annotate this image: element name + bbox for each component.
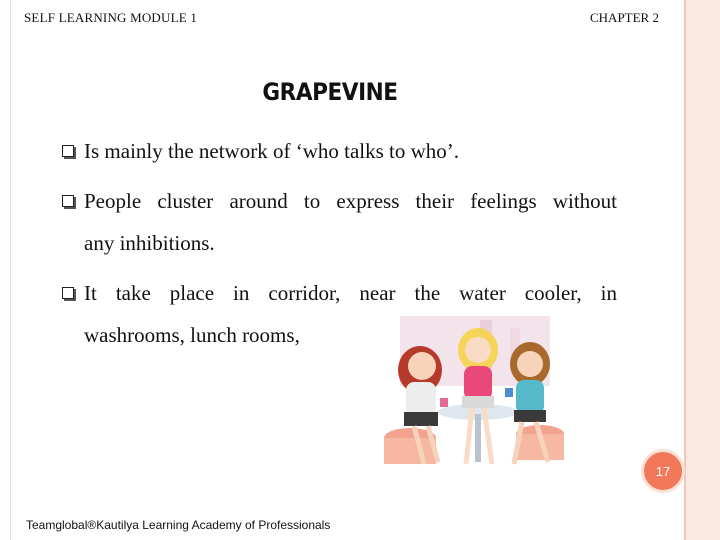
checkbox-bullet-icon bbox=[62, 145, 74, 157]
footer-credit: Teamglobal®Kautilya Learning Academy of Professionals bbox=[26, 518, 331, 532]
frame-right-border bbox=[686, 0, 720, 540]
bullet-continuation: any inhibitions. bbox=[84, 231, 215, 255]
bullet-text: People cluster around to express their feelings without bbox=[84, 189, 617, 213]
women-chatting-over-coffee-illustration bbox=[380, 314, 576, 474]
bullet-text: It take place in corridor, near the water cooler, in bbox=[84, 281, 617, 305]
chapter-label: CHAPTER 2 bbox=[590, 10, 659, 25]
bullet-item-3 bbox=[62, 272, 617, 314]
bullet-item-2 bbox=[62, 180, 617, 222]
checkbox-bullet-icon bbox=[62, 195, 74, 207]
slide-title: GRAPEVINE bbox=[262, 78, 398, 106]
checkbox-bullet-icon bbox=[62, 287, 74, 299]
bullet-item-1 bbox=[62, 130, 617, 172]
frame-left-line bbox=[10, 0, 11, 540]
bullet-continuation: washrooms, lunch rooms, bbox=[84, 323, 300, 347]
frame-right-line bbox=[684, 0, 686, 540]
page-number-badge: 17 bbox=[641, 449, 685, 493]
bullet-text: Is mainly the network of ‘who talks to who’. bbox=[84, 139, 460, 163]
module-label: SELF LEARNING MODULE 1 bbox=[24, 10, 198, 25]
